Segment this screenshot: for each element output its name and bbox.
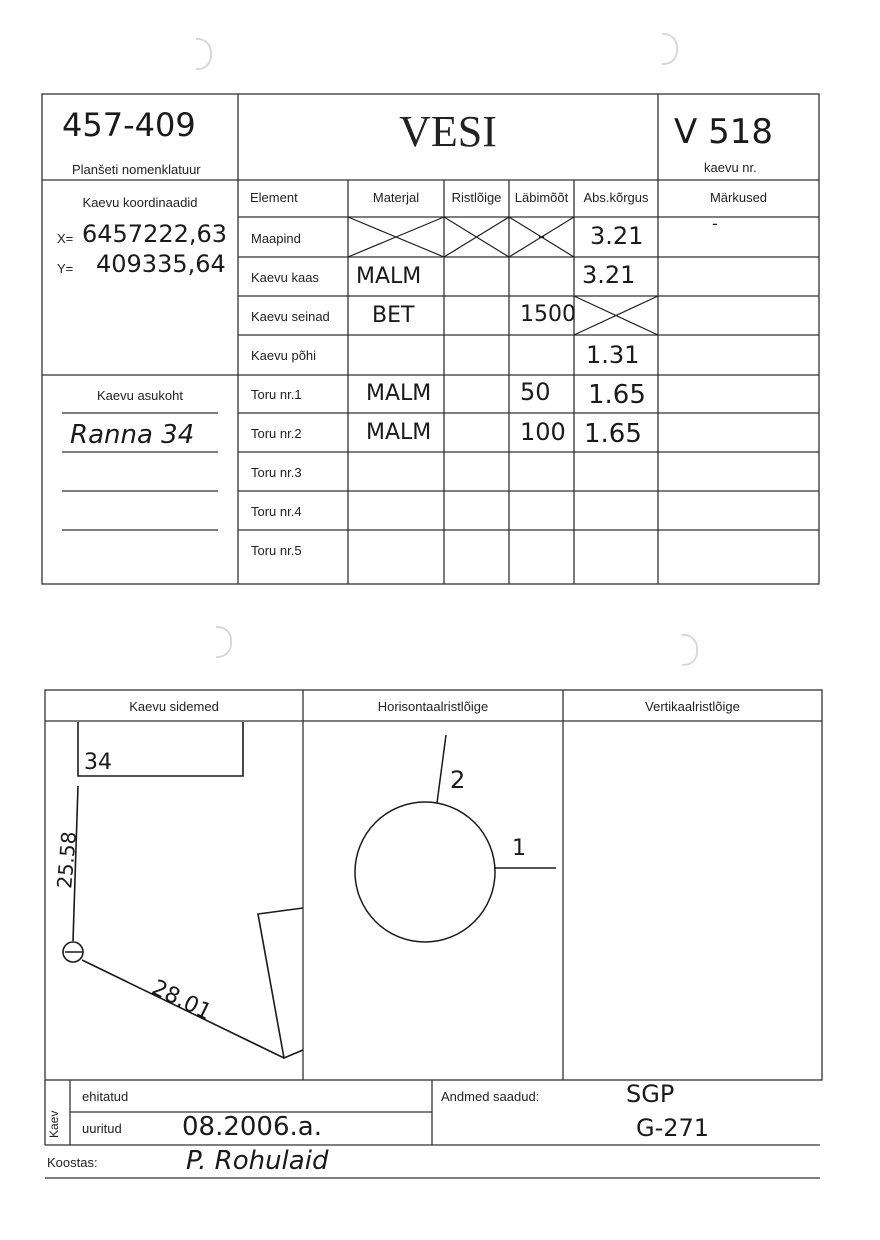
location-value: Ranna 34: [70, 420, 195, 450]
table-cell-material: MALM: [366, 381, 432, 406]
neighbour-building-outline: [258, 908, 303, 1058]
compiled-by-label: Koostas:: [47, 1155, 98, 1170]
data-received-reference: G-271: [636, 1114, 710, 1142]
table-cell-material: BET: [372, 303, 415, 328]
coordinates-label: Kaevu koordinaadid: [82, 195, 198, 210]
tie-building-number: 34: [84, 750, 112, 775]
table-cell-height: 1.31: [586, 341, 640, 369]
y-coordinate-label: Y=: [57, 261, 74, 276]
built-label: ehitatud: [82, 1089, 129, 1104]
header-diameter: Läbimõõt: [514, 190, 569, 205]
table-cell-notes: -: [712, 214, 718, 233]
location-label: Kaevu asukoht: [96, 388, 183, 403]
table-cell-diameter: 100: [520, 418, 566, 446]
table-cell-height: 3.21: [590, 222, 644, 250]
table-row-element: Toru nr.4: [251, 504, 302, 519]
well-circle: [355, 802, 495, 942]
data-received-label: Andmed saadud:: [441, 1089, 540, 1104]
compiled-by-value: P. Rohulaid: [186, 1146, 329, 1176]
table-cell-diameter: -: [537, 224, 546, 248]
table-cell-height: 1.65: [588, 380, 646, 410]
table-cell-diameter: 50: [520, 378, 551, 406]
table-row-element: Kaevu seinad: [251, 309, 330, 324]
table-row-element: Toru nr.5: [251, 543, 302, 558]
table-cell-height: 3.21: [582, 261, 636, 289]
table-row-element: Toru nr.2: [251, 426, 302, 441]
ties-header: Kaevu sidemed: [129, 699, 219, 714]
card-title: VESI: [399, 107, 497, 156]
tie-distance-vertical: 25.58: [52, 830, 82, 890]
table-cell-material: MALM: [366, 420, 432, 445]
x-coordinate-value: 6457222,63: [82, 220, 228, 248]
table-row-element: Kaevu kaas: [251, 270, 319, 285]
header-abs-height: Abs.kõrgus: [583, 190, 649, 205]
well-side-label: Kaev: [47, 1110, 61, 1138]
pipe-2-label: 2: [450, 766, 466, 794]
surveyed-label: uuritud: [82, 1121, 122, 1136]
vertical-section-header: Vertikaalristlõige: [645, 699, 740, 714]
table-cell-height: 1.65: [584, 419, 642, 449]
surveyed-value: 08.2006.a.: [182, 1112, 322, 1142]
table-row-element: Toru nr.3: [251, 465, 302, 480]
pipe-2-line: [437, 735, 446, 803]
header-cross-section: Ristlõige: [451, 190, 502, 205]
table-cell-material: MALM: [356, 264, 422, 289]
header-notes: Märkused: [709, 190, 768, 205]
pipe-1-label: 1: [512, 836, 526, 861]
nomenclature-label: Planšeti nomenklatuur: [72, 162, 201, 177]
table-row-element: Kaevu põhi: [251, 348, 317, 363]
table-row-element: Toru nr.1: [251, 387, 302, 402]
table-cell-diameter: 1500: [520, 302, 576, 327]
x-coordinate-label: X=: [57, 231, 74, 246]
tie-distance-diagonal: 28.01: [147, 975, 216, 1026]
header-element: Element: [250, 190, 298, 205]
table-row-element: Maapind: [251, 231, 301, 246]
header-material: Materjal: [372, 190, 420, 205]
horizontal-section-header: Horisontaalristlõige: [377, 699, 489, 714]
nomenclature-value: 457-409: [62, 106, 196, 144]
data-received-source: SGP: [626, 1080, 675, 1108]
y-coordinate-value: 409335,64: [96, 250, 226, 278]
well-number-value: V 518: [674, 112, 773, 152]
well-number-label: kaevu nr.: [704, 160, 757, 175]
